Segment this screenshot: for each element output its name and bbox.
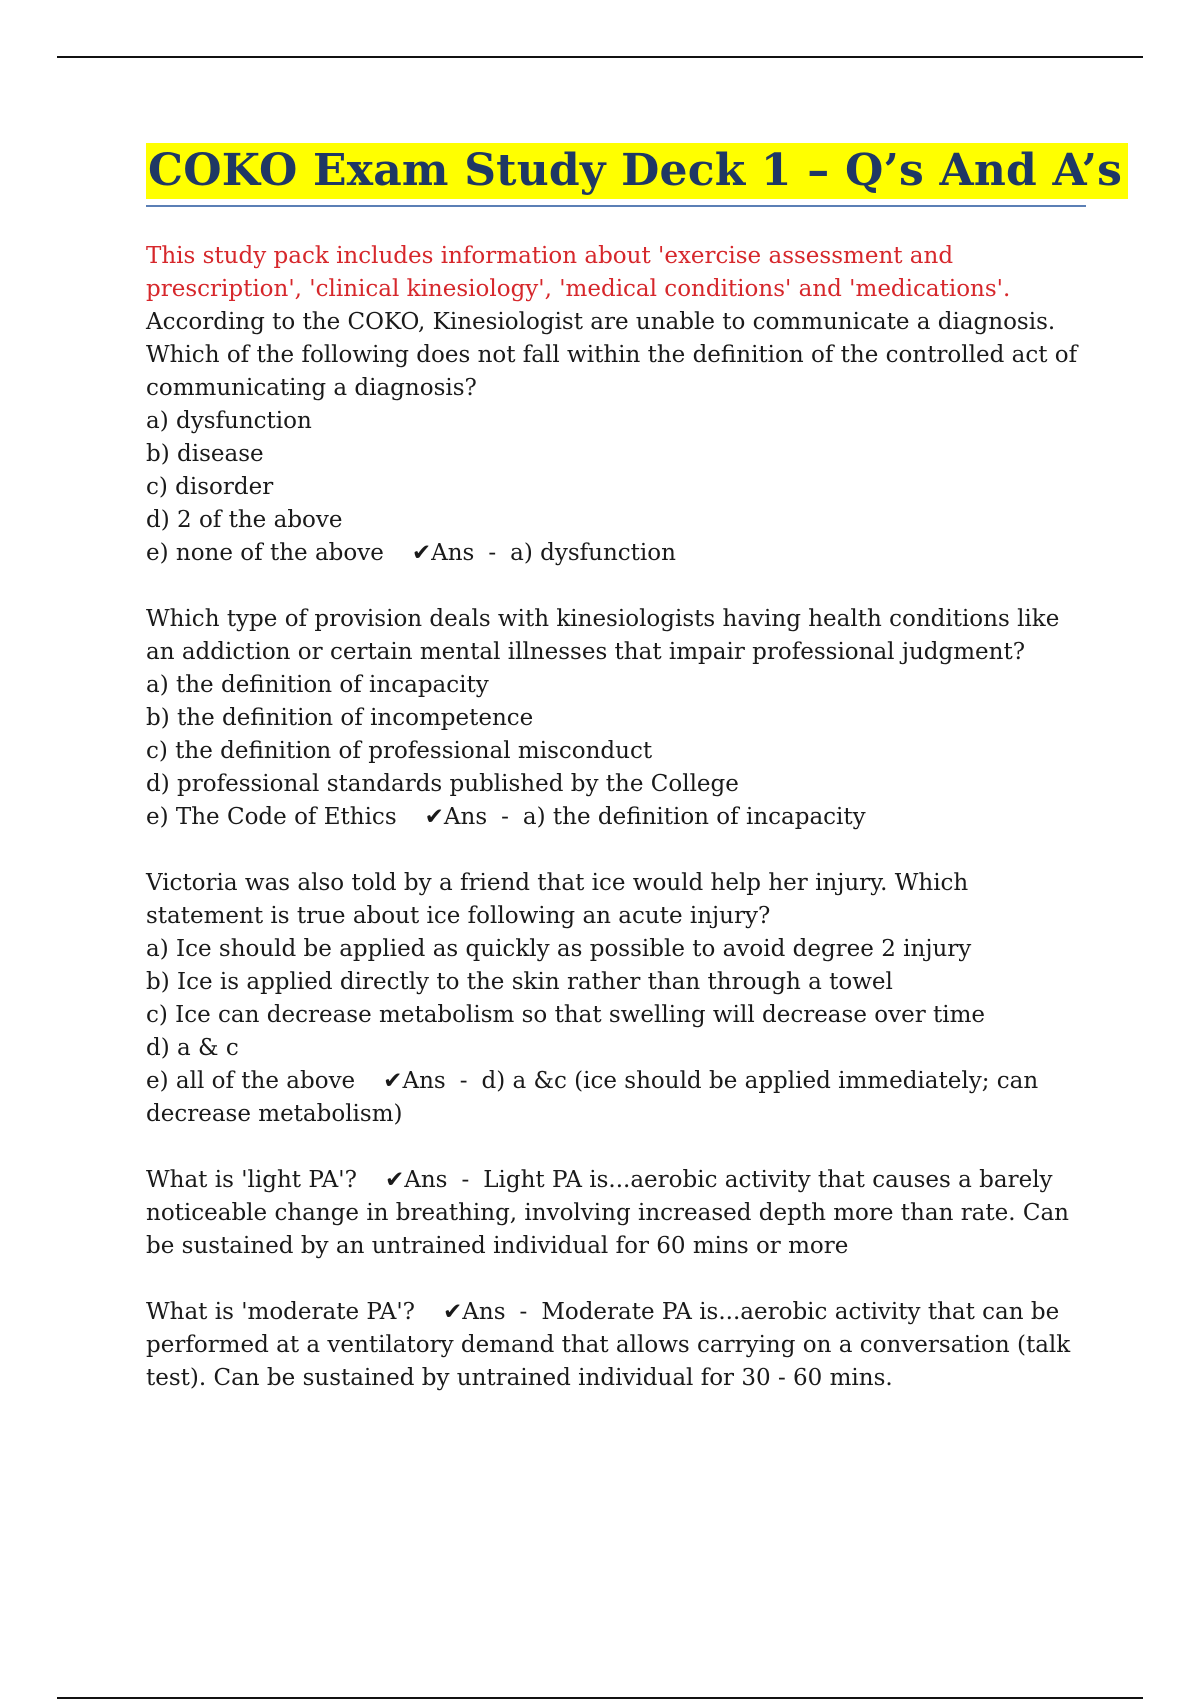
ans-label: Ans (404, 1167, 448, 1193)
intro-text: This study pack includes information about 'exercise assessment and prescription', 'clinical kinesiology', 'medical conditions' and 'medications'. (146, 243, 1011, 302)
ans-separator: - (461, 1167, 470, 1193)
document-title: COKO Exam Study Deck 1 – Q’s And A’s (146, 143, 1128, 199)
answer-text: d) a &c (ice should be applied immediately; can decrease metabolism) (146, 1068, 1039, 1127)
answer-option: d) 2 of the above (146, 507, 343, 533)
question-block (146, 306, 1086, 570)
answer-option: b) the definition of incompetence (146, 705, 534, 731)
question-text: Which type of provision deals with kinesiologists having health conditions like an addiction or certain mental illnesses that impair professional judgment? (146, 606, 1060, 665)
question-text: Victoria was also told by a friend that ice would help her injury. Which statement is true about ice following an acute injury? (146, 870, 969, 929)
answer-line (146, 1296, 1086, 1395)
answer-text: a) the definition of incapacity (522, 804, 866, 830)
question-block (146, 1164, 1086, 1263)
answer-option: a) the definition of incapacity (146, 672, 489, 698)
answer-option: e) all of the above (146, 1068, 356, 1094)
answer-option: a) dysfunction (146, 408, 312, 434)
question-text: What is 'light PA'? (146, 1167, 357, 1193)
answer-line (146, 1065, 1086, 1131)
answer-text: Light PA is...aerobic activity that causes a barely noticeable change in breathing, involving increased depth more than rate. Can be sustained by an untrained individual for 60 mins or more (146, 1167, 1069, 1259)
answer-line (146, 537, 1086, 570)
top-rule (57, 56, 1143, 58)
answer-option: c) the definition of professional misconduct (146, 738, 653, 764)
checkmark-icon: ✔ (383, 1068, 403, 1094)
ans-separator: - (519, 1299, 528, 1325)
question-block (146, 603, 1086, 834)
document-body (146, 143, 1123, 1428)
answer-option: e) The Code of Ethics (146, 804, 397, 830)
ans-separator: - (488, 540, 497, 566)
ans-separator: - (459, 1068, 468, 1094)
answer-option: c) disorder (146, 474, 274, 500)
answer-line (146, 801, 1086, 834)
answer-text: Moderate PA is...aerobic activity that can be performed at a ventilatory demand that allows carrying on a conversation (talk test). Can be sustained by untrained individual for 30 - 60 mins. (146, 1299, 1071, 1391)
checkmark-icon: ✔ (411, 540, 432, 566)
answer-option: d) professional standards published by the College (146, 771, 739, 797)
checkmark-icon: ✔ (424, 804, 444, 830)
ans-separator: - (501, 804, 509, 830)
checkmark-icon: ✔ (443, 1299, 463, 1325)
question-text: According to the COKO, Kinesiologist are unable to communicate a diagnosis. Which of the following does not fall within the definition of the controlled act of communicating a diagnosis? (146, 309, 1078, 401)
answer-text: a) dysfunction (510, 540, 676, 566)
answer-option: e) none of the above (146, 540, 384, 566)
answer-option: c) Ice can decrease metabolism so that swelling will decrease over time (146, 1002, 986, 1028)
answer-option: b) disease (146, 441, 264, 467)
title-underline (146, 143, 1123, 207)
question-text: What is 'moderate PA'? (146, 1299, 416, 1325)
answer-line (146, 1164, 1086, 1263)
answer-option: d) a & c (146, 1035, 239, 1061)
bottom-rule (57, 1697, 1143, 1699)
ans-label: Ans (402, 1068, 446, 1094)
checkmark-icon: ✔ (384, 1167, 405, 1193)
answer-option: b) Ice is applied directly to the skin rather than through a towel (146, 969, 893, 995)
question-block (146, 867, 1086, 1131)
ans-label: Ans (462, 1299, 506, 1325)
ans-label: Ans (443, 804, 488, 830)
question-block (146, 1296, 1086, 1395)
ans-label: Ans (431, 540, 475, 566)
answer-option: a) Ice should be applied as quickly as possible to avoid degree 2 injury (146, 936, 972, 962)
